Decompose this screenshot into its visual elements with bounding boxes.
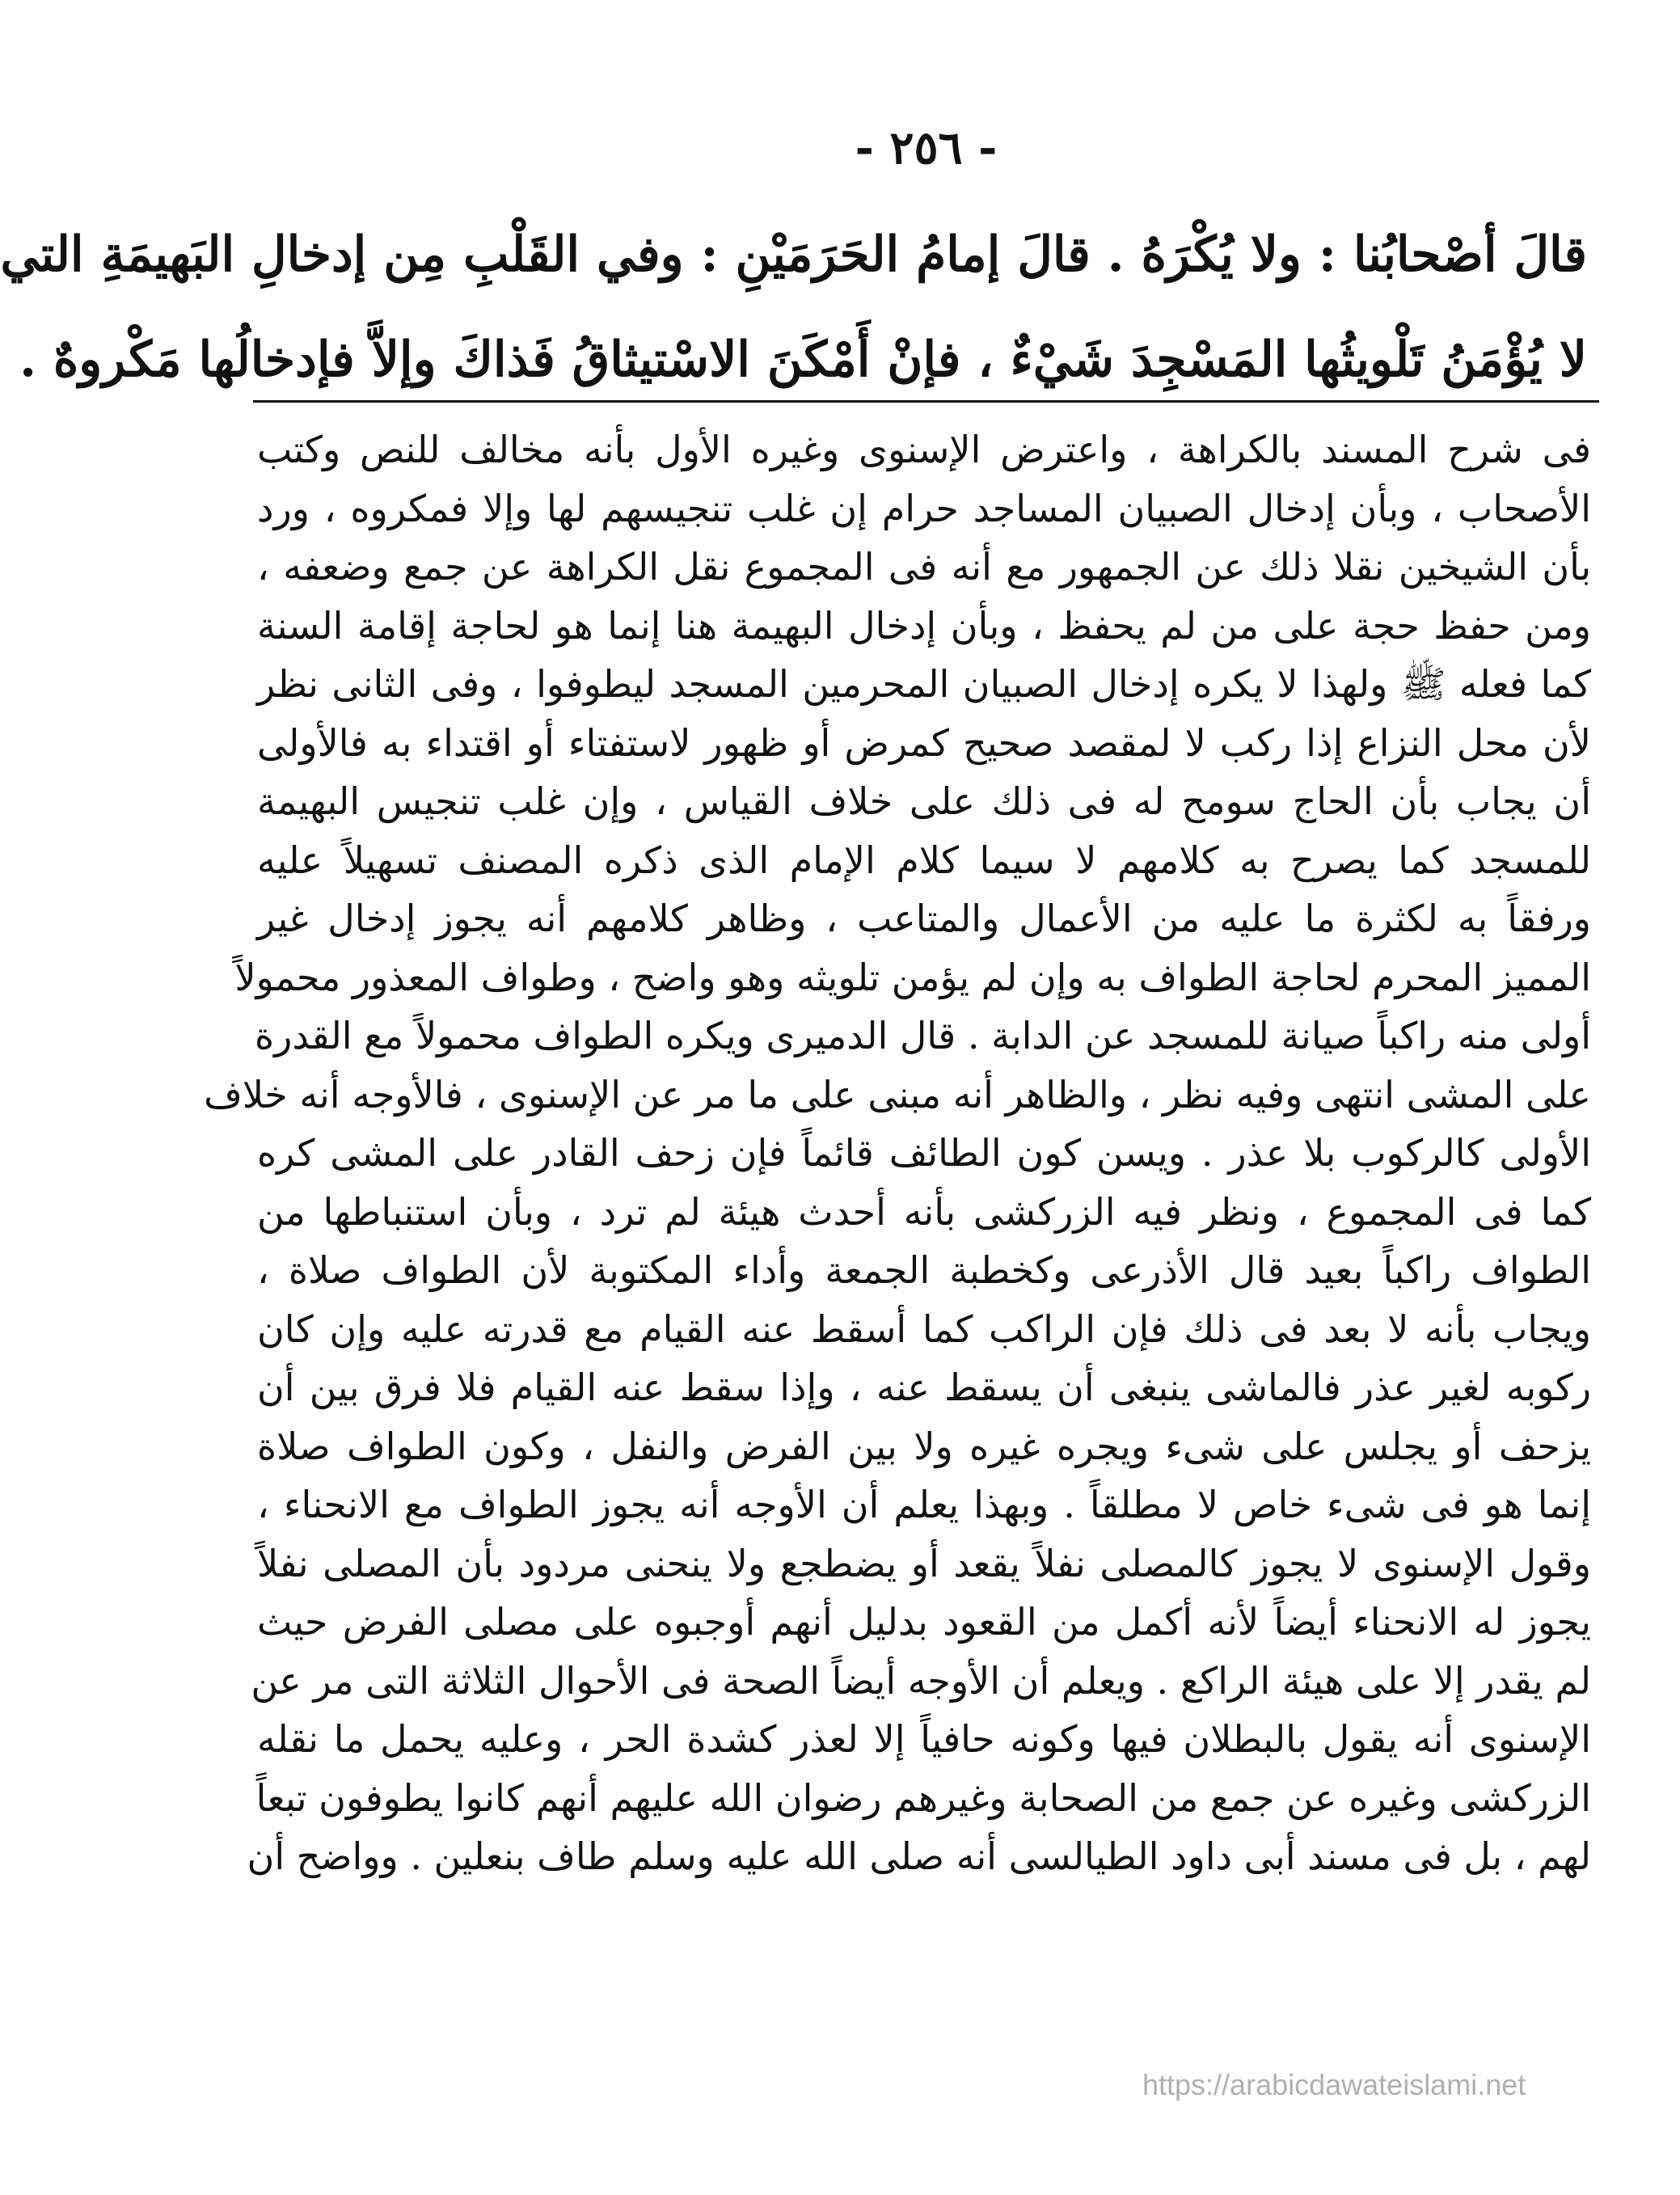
commentary-line: الطواف راكباً بعيد قال الأذرعى وكخطبة الجمعة وأداء المكتوبة لأن الطواف صلاة ، bbox=[257, 1248, 1591, 1292]
commentary-line: ومن حفظ حجة على من لم يحفظ ، وبأن إدخال البهيمة هنا إنما هو لحاجة إقامة السنة bbox=[257, 603, 1591, 648]
commentary-line: لم يقدر إلا على هيئة الراكع . ويعلم أن الأوجه أيضاً الصحة فى الأحوال الثلاثة التى مر عن bbox=[251, 1658, 1591, 1703]
commentary-line: ويجاب بأنه لا بعد فى ذلك فإن الراكب كما أسقط عنه القيام مع قدرته عليه وإن كان bbox=[257, 1306, 1591, 1351]
commentary-line: كما فى المجموع ، ونظر فيه الزركشى بأنه أحدث هيئة لم ترد ، وبأن استنباطها من bbox=[257, 1189, 1591, 1234]
commentary-block bbox=[204, 420, 1592, 1886]
main-text-line: قالَ أصْحابُنا : ولا يُكْرَهُ . قالَ إمامُ الحَرَمَيْنِ : وفي القَلْبِ مِن إدخالِ البَهيمَةِ التي bbox=[0, 226, 1587, 283]
commentary-line: الزركشى وغيره عن جمع من الصحابة وغيرهم رضوان الله عليهم أنهم كانوا يطوفون تبعاً bbox=[255, 1775, 1591, 1820]
commentary-line: الأولى كالركوب بلا عذر . ويسن كون الطائف قائماً فإن زحف القادر على المشى كره bbox=[257, 1131, 1591, 1175]
commentary-line: على المشى انتهى وفيه نظر ، والظاهر أنه مبنى على ما مر عن الإسنوى ، فالأوجه أنه خلاف bbox=[204, 1072, 1591, 1116]
commentary-line: يجوز له الانحناء أيضاً لأنه أكمل من القعود بدليل أنهم أوجبوه على مصلى الفرض حيث bbox=[257, 1600, 1591, 1644]
commentary-line: ركوبه لغير عذر فالماشى ينبغى أن يسقط عنه ، وإذا سقط عنه القيام فلا فرق بين أن bbox=[257, 1366, 1591, 1409]
commentary-line: لهم ، بل فى مسند أبى داود الطيالسى أنه صلى الله عليه وسلم طاف بنعلين . وواضح أن bbox=[247, 1834, 1591, 1878]
commentary-line: المميز المحرم لحاجة الطواف به وإن لم يؤمن تلويثه وهو واضح ، وطواف المعذور محمولاً bbox=[234, 955, 1591, 999]
watermark-url: https://arabicdawateislami.net bbox=[1142, 2068, 1526, 2101]
main-text-block bbox=[0, 202, 1587, 412]
commentary-line: وقول الإسنوى لا يجوز كالمصلى نفلاً يقعد أو يضطجع ولا ينحنى مردود بأن المصلى نفلاً bbox=[257, 1541, 1591, 1585]
page-number: - ٢٥٦ - bbox=[855, 121, 998, 175]
main-text-line: لا يُؤْمَنُ تَلْويثُها المَسْجِدَ شَيْءٌ ، فإنْ أَمْكَنَ الاسْتيثاقُ فَذاكَ وإلاَّ فإدخالُها مَكْروهٌ . bbox=[19, 331, 1587, 388]
commentary-line: الأصحاب ، وبأن إدخال الصبيان المساجد حرام إن غلب تنجيسهم لها وإلا فمكروه ، ورد bbox=[257, 486, 1592, 530]
commentary-line: بأن الشيخين نقلا ذلك عن الجمهور مع أنه فى المجموع نقل الكراهة عن جمع وضعفه ، bbox=[257, 545, 1591, 589]
commentary-line: فى شرح المسند بالكراهة ، واعترض الإسنوى وغيره الأول بأنه مخالف للنص وكتب bbox=[257, 428, 1591, 471]
commentary-line: أن يجاب بأن الحاج سومح له فى ذلك على خلاف القياس ، وإن غلب تنجيس البهيمة bbox=[257, 779, 1591, 823]
commentary-line: لأن محل النزاع إذا ركب لا لمقصد صحيح كمرض أو ظهور لاستفتاء أو اقتداء به فالأولى bbox=[257, 720, 1591, 765]
section-divider bbox=[253, 400, 1599, 403]
commentary-line: للمسجد كما يصرح به كلامهم لا سيما كلام الإمام الذى ذكره المصنف تسهيلاً عليه bbox=[257, 838, 1591, 882]
commentary-line: أولى منه راكباً صيانة للمسجد عن الدابة . قال الدميرى ويكره الطواف محمولاً مع القدرة bbox=[255, 1014, 1591, 1057]
commentary-line: الإسنوى أنه يقول بالبطلان فيها وكونه حافياً إلا لعذر كشدة الحر ، وعليه يحمل ما نقله bbox=[257, 1717, 1591, 1761]
commentary-line: إنما هو فى شىء خاص لا مطلقاً . وبهذا يعلم أن الأوجه أنه يجوز الطواف مع الانحناء ، bbox=[257, 1483, 1591, 1526]
commentary-line: ورفقاً به لكثرة ما عليه من الأعمال والمتاعب ، وظاهر كلامهم أنه يجوز إدخال غير bbox=[257, 897, 1591, 940]
commentary-line: يزحف أو يجلس على شىء ويجره غيره ولا بين الفرض والنفل ، وكون الطواف صلاة bbox=[257, 1424, 1591, 1468]
commentary-line: كما فعله ﷺ ولهذا لا يكره إدخال الصبيان المحرمين المسجد ليطوفوا ، وفى الثانى نظر bbox=[257, 662, 1591, 706]
